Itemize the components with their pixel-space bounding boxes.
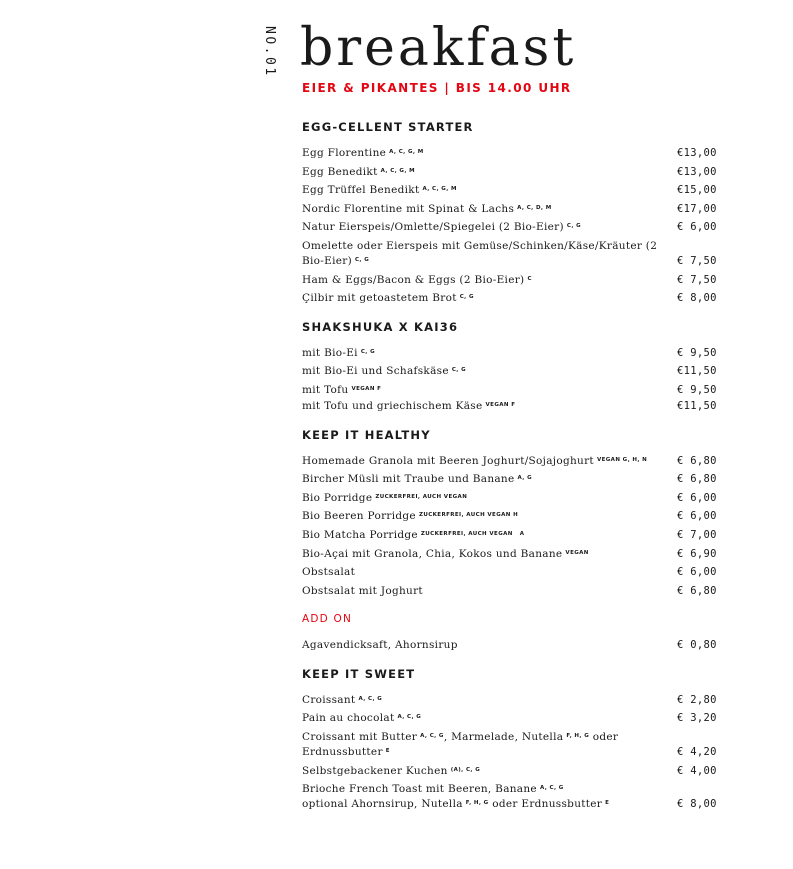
allergen-codes: ZUCKERFREI, AUCH VEGAN [375,493,468,500]
item-name: Croissant [302,693,356,706]
item-price: €11,50 [677,365,717,378]
section-title: KEEP IT HEALTHY [302,427,431,442]
item-name-continued: optional Ahornsirup, Nutella [302,798,463,811]
item-name-continued: oder Erdnussbutter [302,731,619,759]
item-price: €13,00 [677,147,717,159]
allergen-codes: VEGAN G, H, N [596,456,648,463]
allergen-codes: F, H, G [465,800,489,807]
item-price: € 6,80 [677,473,717,486]
allergen-codes: A, C, G [397,714,422,721]
menu-item [302,528,717,543]
item-name: Homemade Granola mit Beeren Joghurt/Sojajoghurt [302,454,594,467]
menu-item [302,491,717,506]
item-price: €17,00 [677,202,717,215]
item-price: € 6,00 [677,221,717,234]
item-price: € 9,50 [677,383,717,396]
item-name-continued: oder Erdnussbutter [492,798,603,811]
item-price: € 9,50 [677,346,717,359]
allergen-codes: E [385,748,390,755]
item-name: Egg Florentine [302,147,387,159]
section-title: SHAKSHUKA X KAI36 [302,319,459,334]
item-price: € 8,00 [677,292,717,305]
section-add-on [302,610,717,653]
menu-item [302,202,717,217]
menu-item [302,346,717,361]
allergen-codes: C, G [360,348,375,355]
item-price: € 7,00 [677,528,717,541]
menu-item [302,273,717,288]
section-shakshuka [302,318,717,414]
page-title: breakfast [300,18,577,78]
item-price: € 0,80 [677,639,717,652]
allergen-codes: ZUCKERFREI, AUCH VEGAN H [418,512,519,519]
item-price: € 6,00 [677,510,717,523]
menu-item [302,782,717,812]
page-number-label: NO.01 [262,26,277,78]
allergen-codes: C, G [451,367,467,374]
item-name: Obstsalat [302,566,356,579]
allergen-codes: VEGAN F [351,385,382,392]
allergen-codes: A, C, D, M [517,204,552,211]
item-price: €13,00 [677,165,717,178]
menu-item [302,146,717,161]
item-name: Nordic Florentine mit Spinat & Lachs [302,202,515,215]
item-name: mit Bio-Ei und Schafskäse [302,365,449,378]
item-name: Bio Porridge [302,491,373,504]
menu [302,118,717,816]
item-name: Obstsalat mit Joghurt [302,584,423,597]
menu-item [302,239,717,269]
allergen-codes: F, H, G [566,733,590,740]
menu-item [302,584,717,599]
item-name-continued: , Marmelade, Nutella [443,731,564,744]
menu-item [302,693,717,708]
item-price: € 6,80 [677,584,717,597]
menu-item [302,183,717,198]
section-title: ADD ON [302,613,353,626]
allergen-codes: C, G [566,223,582,230]
menu-item [302,711,717,726]
allergen-codes: A, C, G [358,695,383,702]
item-name: Bio-Açai mit Granola, Chia, Kokos und Banane [302,547,563,560]
item-name: Croissant mit Butter [302,731,418,744]
menu-item [302,383,717,398]
item-name: mit Bio-Ei [302,346,358,359]
menu-item [302,364,717,379]
menu-item [302,764,717,779]
menu-item [302,565,717,580]
item-name: Bio Beeren Porridge [302,510,416,523]
allergen-codes: ZUCKERFREI, AUCH VEGAN A [420,530,525,537]
allergen-codes: VEGAN F [485,401,516,408]
item-name: mit Tofu [302,383,349,396]
allergen-codes: A, C, G [539,785,564,792]
section-title: KEEP IT SWEET [302,666,416,681]
item-price: €15,00 [677,184,717,197]
menu-item [302,730,717,760]
section-egg-cellent-starter [302,118,717,306]
item-name: Ham & Eggs/Bacon & Eggs (2 Bio-Eier) [302,273,525,286]
page-subtitle: EIER & PIKANTES | BIS 14.00 UHR [302,81,572,95]
section-keep-it-healthy [302,426,717,599]
menu-item [302,165,717,180]
item-name: Omelette oder Eierspeis mit Gemüse/Schinken/Käse/Kräuter (2 Bio-Eier) [302,239,658,267]
menu-item [302,454,717,469]
allergen-codes: (A), C, G [450,766,481,773]
menu-item [302,638,717,653]
item-price: € 6,80 [677,454,717,467]
menu-item [302,399,717,414]
item-price: € 8,00 [677,798,717,811]
allergen-codes: VEGAN [565,549,589,556]
allergen-codes: A, C, G, M [380,167,416,174]
item-price: € 2,80 [677,693,717,706]
item-price: € 4,00 [677,764,717,777]
item-name: Egg Benedikt [302,165,378,178]
allergen-codes: A, G [517,475,532,482]
menu-item [302,472,717,487]
item-name: Agavendicksaft, Ahornsirup [302,639,458,652]
item-price: €11,50 [677,399,717,412]
item-name: Brioche French Toast mit Beeren, Banane [302,783,537,796]
menu-item [302,220,717,235]
item-price: € 6,00 [677,566,717,579]
item-price: € 6,90 [677,547,717,560]
item-price: € 6,00 [677,491,717,504]
menu-item [302,509,717,524]
menu-item [302,547,717,562]
allergen-codes: C [527,275,532,282]
item-name: mit Tofu und griechischem Käse [302,399,483,412]
item-name: Natur Eierspeis/Omlette/Spiegelei (2 Bio-Eier) [302,221,564,234]
allergen-codes: C, G [355,256,370,263]
item-price: € 7,50 [677,273,717,286]
item-price: € 3,20 [677,712,717,725]
item-name: Bio Matcha Porridge [302,528,418,541]
menu-item [302,291,717,306]
section-keep-it-sweet [302,665,717,812]
allergen-codes: C, G [459,294,474,301]
item-price: € 4,20 [677,746,717,759]
item-name: Çilbir mit getoastetem Brot [302,292,457,305]
item-name: Selbstgebackener Kuchen [302,764,448,777]
allergen-codes: A, C, G, M [389,149,424,155]
allergen-codes: A, C, G, M [422,186,457,193]
item-name: Pain au chocolat [302,712,395,725]
section-title: EGG-CELLENT STARTER [302,120,474,134]
item-price: € 7,50 [677,254,717,267]
allergen-codes: A, C, G [420,733,444,740]
item-name: Bircher Müsli mit Traube und Banane [302,473,515,486]
item-name: Egg Trüffel Benedikt [302,184,420,197]
allergen-codes: E [605,800,610,807]
